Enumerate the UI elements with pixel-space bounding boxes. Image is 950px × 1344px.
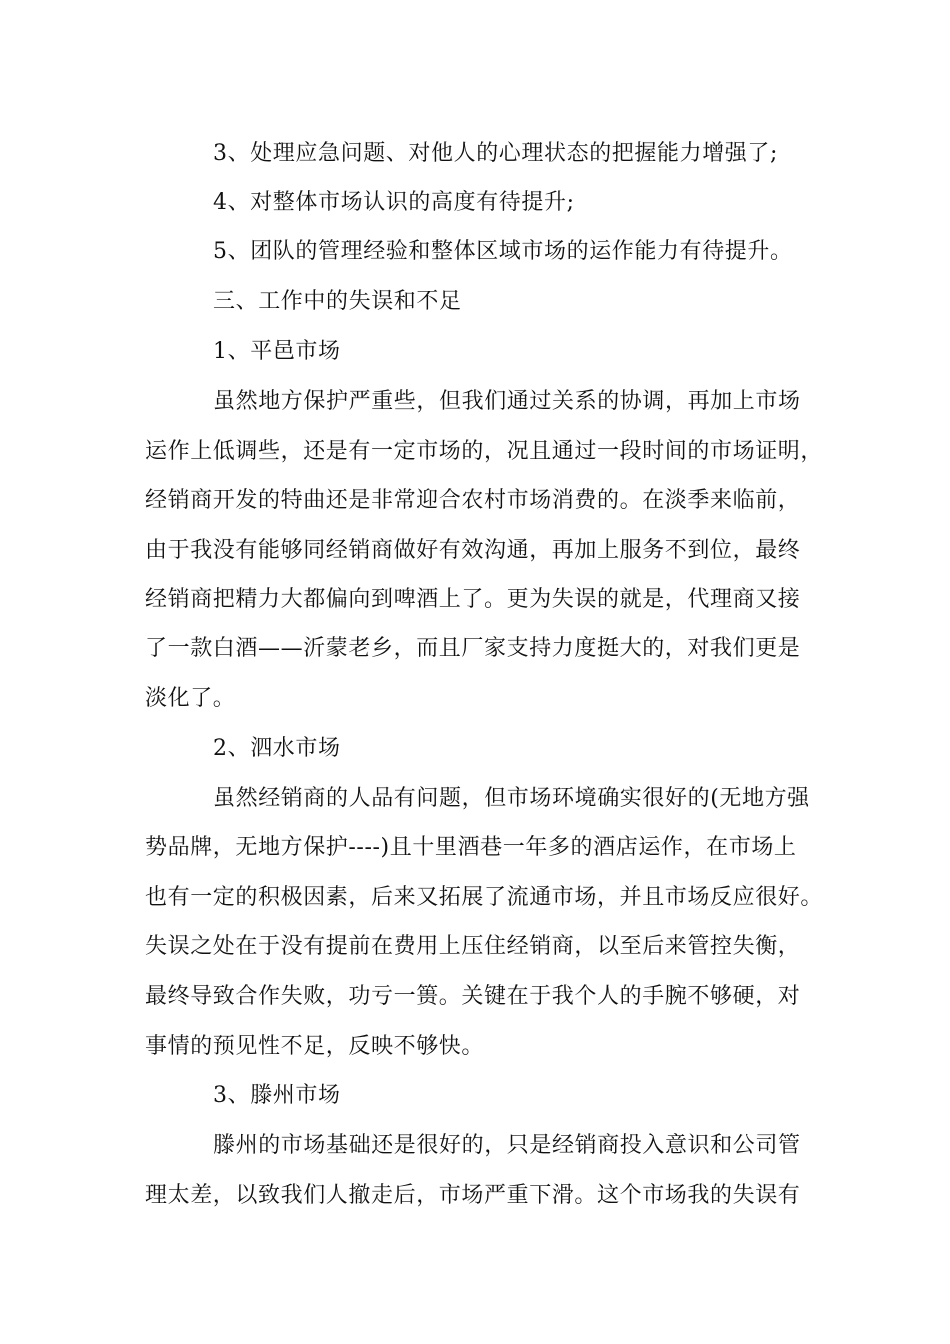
- paragraph-line: 最终导致合作失败，功亏一篑。关键在于我个人的手腕不够硬，对: [145, 984, 801, 1009]
- paragraph-line: 也有一定的积极因素，后来又拓展了流通市场，并且市场反应很好。: [145, 885, 824, 910]
- paragraph-line: 运作上低调些，还是有一定市场的，况且通过一段时间的市场证明，: [145, 439, 824, 464]
- list-item-4: 4、对整体市场认识的高度有待提升;: [213, 190, 575, 215]
- paragraph-line: 虽然地方保护严重些，但我们通过关系的协调，再加上市场: [213, 389, 801, 414]
- list-item-3: 3、处理应急问题、对他人的心理状态的把握能力增强了;: [213, 141, 779, 166]
- paragraph-line: 势品牌，无地方保护----)且十里酒巷一年多的酒店运作，在市场上: [145, 835, 797, 860]
- subheading-pingyi-market: 1、平邑市场: [213, 339, 341, 364]
- paragraph-line: 失误之处在于没有提前在费用上压住经销商，以至后来管控失衡，: [145, 934, 801, 959]
- paragraph-line: 由于我没有能够同经销商做好有效沟通，再加上服务不到位，最终: [145, 538, 801, 563]
- section-heading-3: 三、工作中的失误和不足: [213, 289, 462, 314]
- paragraph-line: 经销商把精力大都偏向到啤酒上了。更为失误的就是，代理商又接: [145, 587, 801, 612]
- paragraph-line: 理太差，以致我们人撤走后，市场严重下滑。这个市场我的失误有: [145, 1183, 801, 1208]
- subheading-tengzhou-market: 3、滕州市场: [213, 1083, 341, 1108]
- paragraph-line: 虽然经销商的人品有问题，但市场环境确实很好的(无地方强: [213, 786, 810, 811]
- paragraph-line: 滕州的市场基础还是很好的，只是经销商投入意识和公司管: [213, 1133, 801, 1158]
- paragraph-line: 经销商开发的特曲还是非常迎合农村市场消费的。在淡季来临前，: [145, 488, 801, 513]
- paragraph-line: 事情的预见性不足，反映不够快。: [145, 1034, 485, 1059]
- paragraph-line: 淡化了。: [145, 686, 236, 711]
- list-item-5: 5、团队的管理经验和整体区域市场的运作能力有待提升。: [213, 239, 793, 264]
- paragraph-line: 了一款白酒——沂蒙老乡，而且厂家支持力度挺大的，对我们更是: [145, 636, 801, 661]
- subheading-sishui-market: 2、泗水市场: [213, 736, 341, 761]
